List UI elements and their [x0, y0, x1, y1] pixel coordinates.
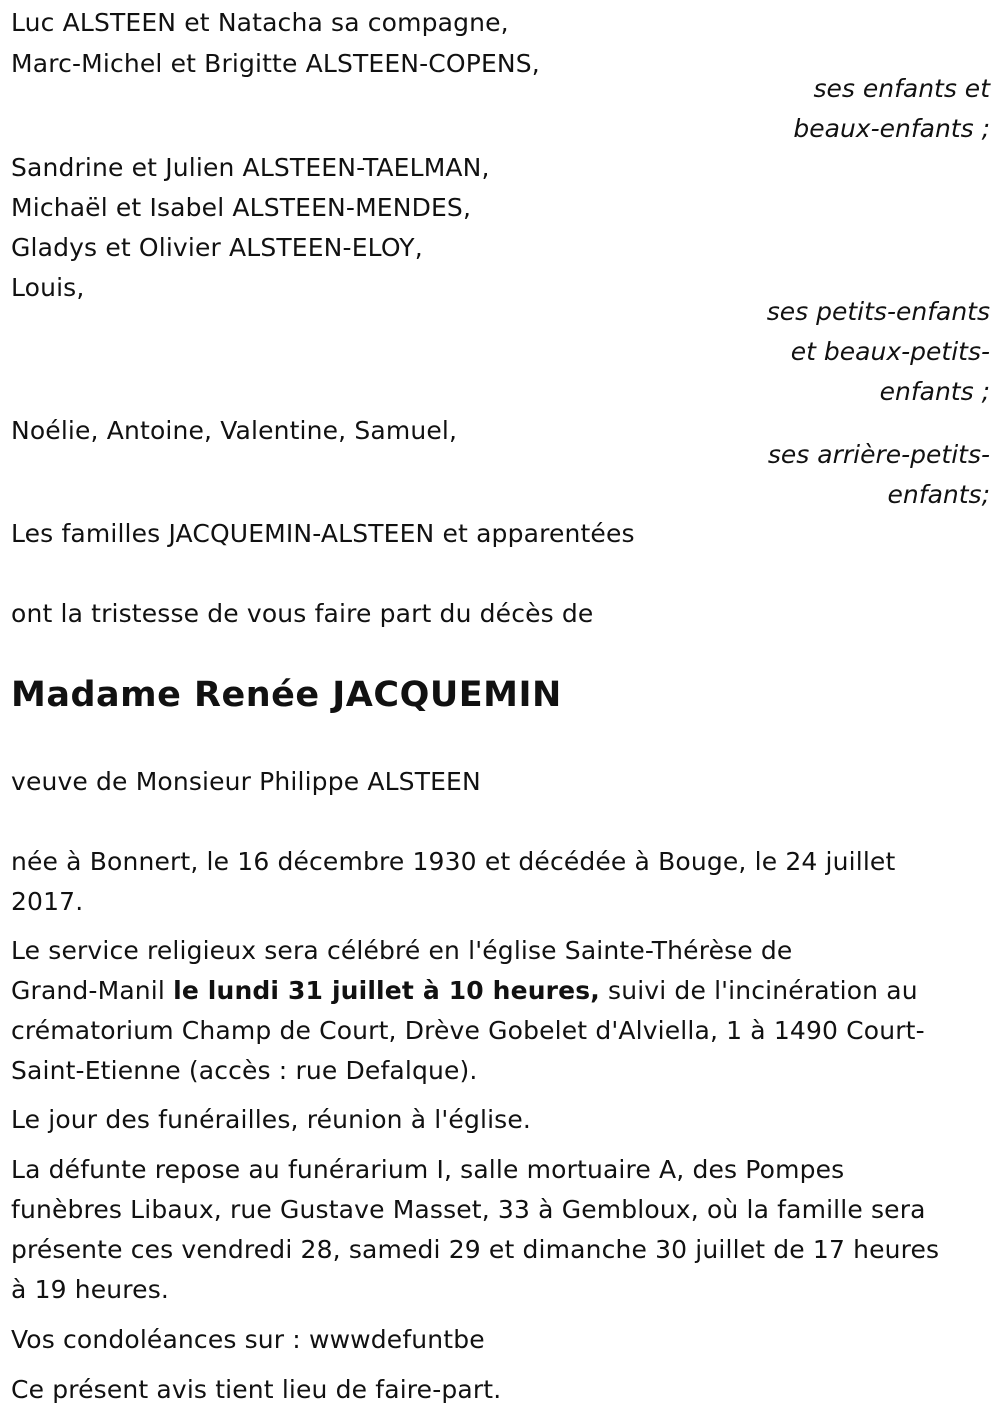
family-line-grandchildren-1: Sandrine et Julien ALSTEEN-TAELMAN, [11, 153, 490, 182]
service-line-2-post: suivi de l'incinération au [599, 976, 918, 1005]
grandchildren-label-1: ses petits-enfants [766, 297, 990, 326]
service-line-4: Saint-Etienne (accès : rue Defalque). [11, 1056, 478, 1085]
family-line-grandchildren-2: Michaël et Isabel ALSTEEN-MENDES, [11, 193, 472, 222]
meeting-line: Le jour des funérailles, réunion à l'église. [11, 1105, 531, 1134]
closing-line: Ce présent avis tient lieu de faire-part. [11, 1375, 502, 1404]
family-line-children-1: Luc ALSTEEN et Natacha sa compagne, [11, 8, 509, 37]
families-line: Les familles JACQUEMIN-ALSTEEN et apparentées [11, 519, 635, 548]
great-grandchildren-label-1: ses arrière-petits- [767, 440, 990, 469]
family-line-children-2: Marc-Michel et Brigitte ALSTEEN-COPENS, [11, 49, 540, 78]
grandchildren-label-2: et beaux-petits- [790, 337, 990, 366]
service-line-1: Le service religieux sera célébré en l'église Sainte-Thérèse de [11, 936, 793, 965]
announcement-line: ont la tristesse de vous faire part du décès de [11, 599, 594, 628]
visitation-line-1: La défunte repose au funérarium I, salle mortuaire A, des Pompes [11, 1155, 845, 1184]
visitation-line-2: funèbres Libaux, rue Gustave Masset, 33 à Gembloux, où la famille sera [11, 1195, 926, 1224]
great-grandchildren-label-2: enfants; [887, 480, 990, 509]
children-label-1: ses enfants et [813, 74, 990, 103]
condolences-line: Vos condoléances sur : wwwdefuntbe [11, 1325, 485, 1354]
children-label-2: beaux-enfants ; [793, 114, 990, 143]
birth-death-line-1: née à Bonnert, le 16 décembre 1930 et décédée à Bouge, le 24 juillet [11, 847, 896, 876]
birth-death-line-2: 2017. [11, 887, 84, 916]
widow-of-line: veuve de Monsieur Philippe ALSTEEN [11, 767, 481, 796]
family-line-great-grandchildren: Noélie, Antoine, Valentine, Samuel, [11, 416, 458, 445]
service-line-2 [11, 976, 918, 1006]
deceased-name: Madame Renée JACQUEMIN [11, 675, 562, 715]
service-date-time: le lundi 31 juillet à 10 heures, [173, 976, 600, 1005]
family-line-grandchildren-3: Gladys et Olivier ALSTEEN-ELOY, [11, 233, 423, 262]
grandchildren-label-3: enfants ; [879, 377, 990, 406]
visitation-line-3: présente ces vendredi 28, samedi 29 et dimanche 30 juillet de 17 heures [11, 1235, 940, 1264]
family-line-grandchildren-4: Louis, [11, 273, 85, 302]
visitation-line-4: à 19 heures. [11, 1275, 169, 1304]
service-line-3: crématorium Champ de Court, Drève Gobelet d'Alviella, 1 à 1490 Court- [11, 1016, 925, 1045]
service-line-2-pre: Grand-Manil [11, 976, 174, 1005]
